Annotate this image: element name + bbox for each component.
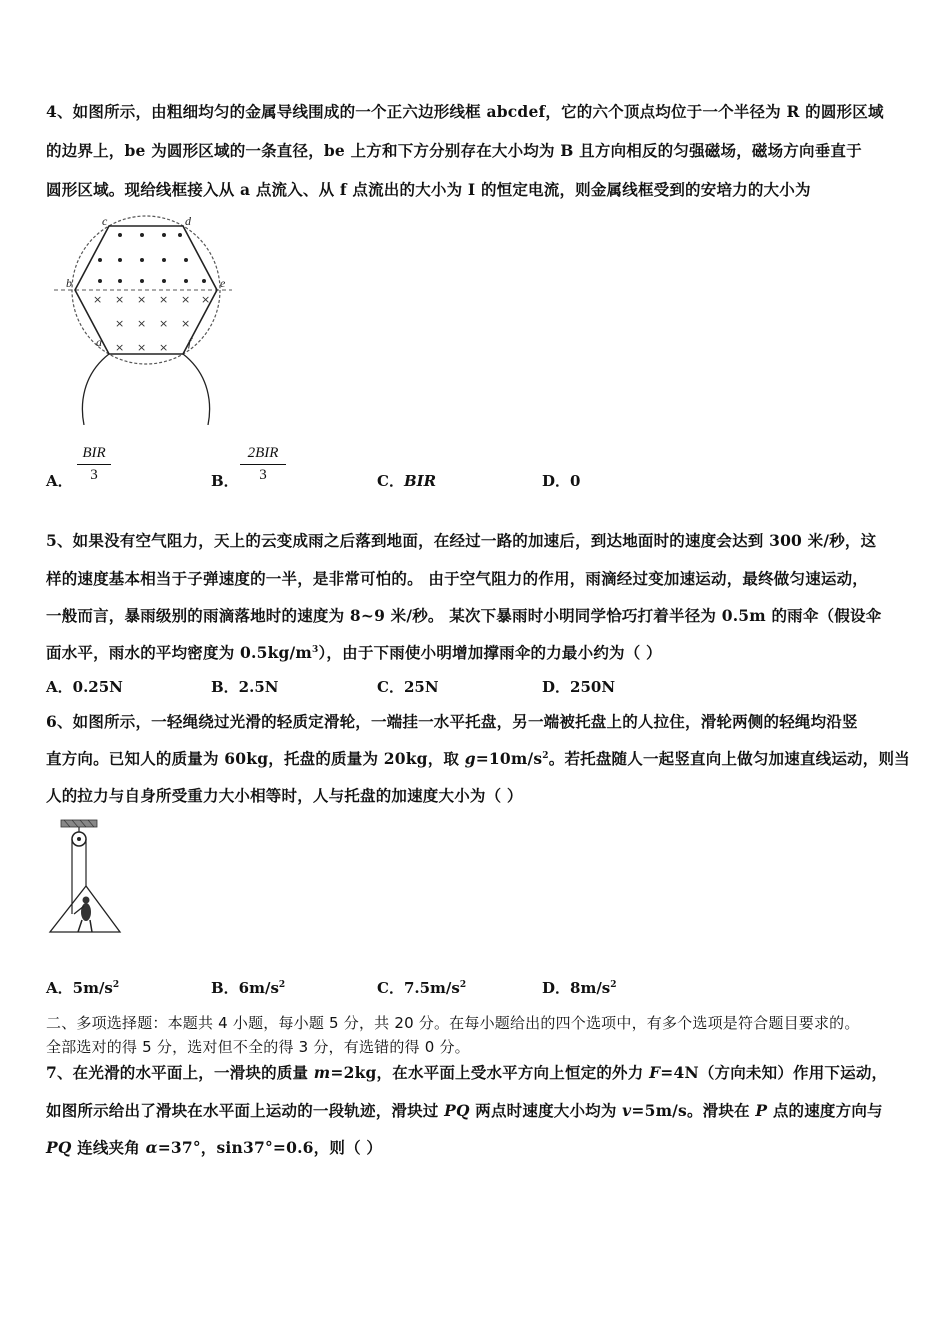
q4-option-c-prefix: C． bbox=[377, 472, 404, 490]
q6-line-2 bbox=[46, 747, 910, 769]
q6-line-2-g: g bbox=[464, 749, 476, 768]
q4-option-a-denominator: 3 bbox=[90, 467, 98, 483]
q6-option-c bbox=[377, 977, 466, 998]
q7-line-2 bbox=[46, 1099, 883, 1121]
q7-line-2-v: v bbox=[622, 1101, 632, 1120]
q6-option-d bbox=[542, 977, 617, 998]
q5-line-1: 5、如果没有空气阻力，天上的云变成雨之后落到地面，在经过一路的加速后，到达地面时的速度会达到 300 米/秒，这 bbox=[46, 531, 877, 550]
q5-line-3: 一般而言，暴雨级别的雨滴落地时的速度为 8~9 米/秒。 某次下暴雨时小明同学恰巧打着半径为 0.5m 的雨伞（假设伞 bbox=[46, 606, 882, 625]
svg-text:×: × bbox=[181, 317, 191, 330]
q6-option-a bbox=[46, 977, 119, 998]
q4-option-b-fraction bbox=[240, 445, 286, 484]
q6-option-b-sup: 2 bbox=[278, 980, 286, 990]
q4-option-c bbox=[377, 470, 436, 491]
q5-option-b: B．2.5N bbox=[211, 678, 279, 696]
q6-option-d-text: D．8m/s bbox=[542, 979, 611, 997]
q7-line-2-a: 如图所示给出了滑块在水平面上运动的一段轨迹，滑块过 bbox=[46, 1101, 445, 1120]
q7-line-1-m: m bbox=[313, 1063, 331, 1082]
q5-line-4-b: ），由于下雨使小明增加撑雨伞的力最小约为（ ） bbox=[318, 643, 662, 662]
label-c: c bbox=[102, 215, 108, 228]
hexagon-figure bbox=[52, 215, 252, 425]
q4-option-a-fraction bbox=[77, 445, 111, 484]
q7-line-2-c: =5m/s。滑块在 bbox=[631, 1101, 756, 1120]
svg-text:×: × bbox=[137, 317, 147, 330]
q6-line-2-a: 直方向。已知人的质量为 60kg，托盘的质量为 20kg，取 bbox=[46, 749, 465, 768]
q6-option-b-text: B．6m/s bbox=[211, 979, 279, 997]
q6-option-b bbox=[211, 977, 285, 998]
q5-line-4-a: 面水平，雨水的平均密度为 0.5kg/m bbox=[46, 643, 313, 662]
q7-line-3-alpha: α bbox=[145, 1138, 158, 1157]
q6-line-1: 6、如图所示，一轻绳绕过光滑的轻质定滑轮，一端挂一水平托盘，另一端被托盘上的人拉住，滑轮两侧的轻绳均沿竖 bbox=[46, 712, 858, 731]
q7-line-1-a: 7、在光滑的水平面上，一滑块的质量 bbox=[46, 1063, 314, 1082]
q6-line-2-c: 。若托盘随人一起竖直向上做匀加速直线运动，则当 bbox=[548, 749, 910, 768]
section-2-line-2: 全部选对的得 5 分，选对但不全的得 3 分，有选错的得 0 分。 bbox=[46, 1038, 470, 1056]
svg-text:×: × bbox=[137, 293, 147, 306]
q7-line-3-PQ: PQ bbox=[46, 1138, 72, 1157]
q7-line-3 bbox=[46, 1136, 382, 1158]
label-b: b bbox=[66, 276, 72, 290]
q4-option-b-prefix: B． bbox=[211, 472, 239, 490]
q4-option-c-value: BIR bbox=[403, 472, 437, 490]
q5-option-c: C．25N bbox=[377, 678, 439, 696]
q5-line-2: 样的速度基本相当于子弹速度的一半，是非常可怕的。 由于空气阻力的作用，雨滴经过变加速运动，最终做匀速运动， bbox=[46, 569, 869, 588]
svg-text:×: × bbox=[181, 293, 191, 306]
q6-line-3: 人的拉力与自身所受重力大小相等时，人与托盘的加速度大小为（ ） bbox=[46, 786, 523, 805]
svg-text:×: × bbox=[115, 317, 125, 330]
q6-line-2-sup: 2 bbox=[542, 750, 549, 761]
q4-option-a-prefix: A． bbox=[46, 472, 73, 490]
q6-option-c-text: C．7.5m/s bbox=[377, 979, 460, 997]
label-d: d bbox=[185, 215, 191, 228]
q5-line-4-sup: 3 bbox=[312, 644, 319, 655]
q7-line-2-PQ: PQ bbox=[444, 1101, 470, 1120]
q4-line-3: 圆形区域。现给线框接入从 a 点流入、从 f 点流出的大小为 I 的恒定电流，则金属线框受到的安培力的大小为 bbox=[46, 180, 811, 199]
q7-line-2-P: P bbox=[755, 1101, 768, 1120]
svg-text:×: × bbox=[137, 341, 147, 354]
q6-option-c-sup: 2 bbox=[459, 980, 467, 990]
q4-line-1: 4、如图所示，由粗细均匀的金属导线围成的一个正六边形线框 abcdef，它的六个顶点均位于一个半径为 R 的圆形区域 bbox=[46, 102, 884, 121]
q4-option-b-denominator: 3 bbox=[259, 467, 267, 483]
q7-line-1-b: =2kg，在水平面上受水平方向上恒定的外力 bbox=[330, 1063, 650, 1082]
svg-text:×: × bbox=[159, 317, 169, 330]
svg-text:×: × bbox=[93, 293, 103, 306]
q7-line-2-b: 两点时速度大小均为 bbox=[469, 1101, 623, 1120]
q7-line-1-c: =4N（方向未知）作用下运动， bbox=[660, 1063, 888, 1082]
label-f: f bbox=[188, 335, 192, 349]
q6-option-a-text: A．5m/s bbox=[46, 979, 113, 997]
svg-text:×: × bbox=[115, 293, 125, 306]
q7-line-1-F: F bbox=[649, 1063, 661, 1082]
q5-option-a: A．0.25N bbox=[46, 678, 123, 696]
q6-option-a-sup: 2 bbox=[112, 980, 120, 990]
q6-option-d-sup: 2 bbox=[610, 980, 617, 990]
q7-line-3-b: =37°，sin37°=0.6，则（ ） bbox=[157, 1138, 383, 1157]
label-a: a bbox=[96, 335, 102, 349]
section-2-line-1: 二、多项选择题：本题共 4 小题，每小题 5 分，共 20 分。在每小题给出的四个选项中，有多个选项是符合题目要求的。 bbox=[46, 1014, 860, 1032]
q4-option-d: D．0 bbox=[542, 472, 581, 490]
svg-text:×: × bbox=[159, 341, 169, 354]
q4-line-2: 的边界上，be 为圆形区域的一条直径，be 上方和下方分别存在大小均为 B 且方向相反的匀强磁场，磁场方向垂直于 bbox=[46, 141, 862, 160]
q5-option-d: D．250N bbox=[542, 678, 616, 696]
pulley-figure bbox=[48, 818, 128, 936]
q7-line-2-d: 点的速度方向与 bbox=[767, 1101, 883, 1120]
q4-option-b-numerator: 2BIR bbox=[240, 445, 286, 465]
svg-text:×: × bbox=[201, 293, 211, 306]
svg-text:×: × bbox=[159, 293, 169, 306]
label-e: e bbox=[220, 276, 226, 290]
q7-line-1 bbox=[46, 1061, 887, 1083]
q5-line-4 bbox=[46, 641, 662, 663]
q4-option-a-numerator: BIR bbox=[77, 445, 111, 465]
q6-line-2-b: =10m/s bbox=[475, 749, 543, 768]
svg-text:×: × bbox=[115, 341, 125, 354]
q7-line-3-a: 连线夹角 bbox=[71, 1138, 146, 1157]
